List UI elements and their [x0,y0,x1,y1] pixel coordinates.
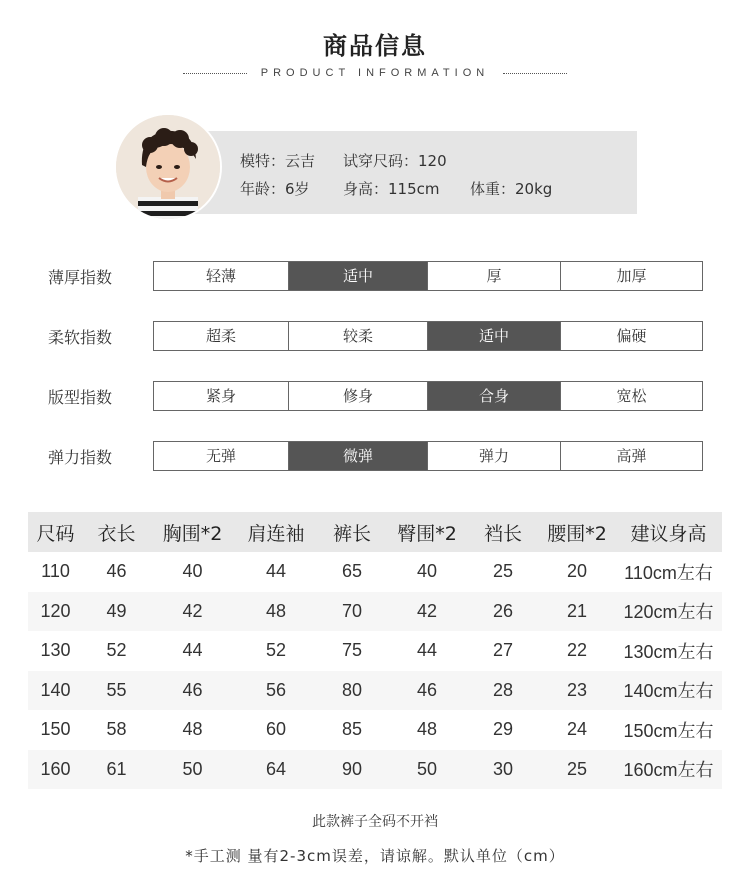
size-cell: 110 [41,561,70,582]
size-cell: 48 [416,719,438,740]
size-cell: 29 [492,719,514,740]
size-cell: 44 [182,640,203,661]
index-option-selected: 微弹 [289,442,428,470]
size-cell: 160 [28,750,83,790]
index-scale [153,441,703,471]
size-cell: 58 [106,719,127,740]
index-option: 加厚 [616,267,647,285]
table-row [28,750,722,790]
size-cell: 160cm左右 [615,750,722,790]
index-option-selected: 适中 [428,322,561,350]
index-option: 弹力 [428,442,561,470]
model-trial-size: 试穿尺码：120 [343,152,447,170]
size-cell: 40 [182,561,203,582]
size-cell: 26 [467,592,539,632]
size-header-cell: 胸围*2 [150,512,235,552]
size-cell: 40 [416,561,438,582]
size-cell: 48 [182,719,203,740]
size-cell: 28 [467,671,539,711]
measurement-note: *手工测 量有2-3cm误差，请谅解。默认单位（cm） [185,847,565,865]
size-table-header [28,512,722,552]
size-cell: 44 [265,561,287,582]
size-cell: 80 [317,671,387,711]
size-cell: 85 [341,719,363,740]
size-cell: 52 [265,640,287,661]
size-cell: 70 [317,592,387,632]
index-option: 厚 [428,262,561,290]
size-cell: 48 [235,592,317,632]
size-cell: 49 [83,592,150,632]
size-cell: 42 [387,592,467,632]
index-label: 柔软指数 [48,328,113,347]
right-dotted-divider [503,73,567,74]
size-cell: 23 [539,671,615,711]
index-scale [153,321,703,351]
size-header-cell: 尺码 [28,512,83,552]
model-height: 身高：115cm [343,180,440,198]
index-option: 无弹 [154,442,289,470]
index-option: 高弹 [616,447,647,465]
size-cell: 120cm左右 [615,592,722,632]
size-header-cell: 建议身高 [615,512,722,552]
size-cell: 75 [341,640,363,661]
size-cell: 27 [492,640,514,661]
size-header-cell: 臀围*2 [387,512,467,552]
size-header-cell: 衣长 [83,512,150,552]
size-header-cell: 裆长 [467,512,539,552]
table-row [28,671,722,711]
size-cell: 55 [83,671,150,711]
size-cell: 60 [265,719,287,740]
model-weight: 体重：20kg [470,180,553,198]
index-row [0,381,750,411]
size-header-cell: 肩连袖 [235,512,317,552]
model-info-panel [162,131,637,214]
size-cell: 120 [28,592,83,632]
table-row [28,552,722,592]
size-table [28,512,722,789]
size-cell: 46 [150,671,235,711]
index-option: 偏硬 [616,327,647,345]
table-row [28,710,722,750]
size-cell: 130cm左右 [623,641,714,662]
size-cell: 140 [28,671,83,711]
size-cell: 110cm左右 [624,562,713,583]
size-cell: 25 [539,750,615,790]
index-option: 超柔 [154,322,289,350]
size-cell: 140cm左右 [615,671,722,711]
index-label: 版型指数 [48,388,113,407]
size-cell: 52 [106,640,127,661]
size-header-cell: 腰围*2 [539,512,615,552]
size-cell: 150cm左右 [623,720,714,741]
index-option: 轻薄 [154,262,289,290]
size-cell: 44 [416,640,438,661]
index-row [0,261,750,291]
model-photo-icon [116,115,220,219]
index-option: 修身 [289,382,428,410]
index-label: 弹力指数 [48,448,113,467]
page-title: 商品信息 [323,32,427,60]
page-subtitle [0,64,750,82]
size-cell: 46 [106,561,127,582]
index-scale [153,261,703,291]
size-cell: 22 [566,640,588,661]
size-cell: 150 [40,719,71,740]
subtitle-text: PRODUCT INFORMATION [260,67,490,79]
table-row [28,631,722,671]
size-cell: 46 [387,671,467,711]
size-cell: 25 [492,561,514,582]
model-avatar [114,113,222,221]
table-row [28,592,722,632]
size-header-cell: 裤长 [317,512,387,552]
index-row [0,321,750,351]
crotch-note: 此款裤子全码不开裆 [312,814,438,830]
size-cell: 50 [387,750,467,790]
index-option-selected: 适中 [289,262,428,290]
index-option: 宽松 [616,387,647,405]
index-option-selected: 合身 [428,382,561,410]
size-cell: 20 [566,561,588,582]
index-label: 薄厚指数 [48,268,113,287]
size-cell: 65 [341,561,363,582]
index-option: 紧身 [154,382,289,410]
size-table-body [28,552,722,789]
size-cell: 30 [467,750,539,790]
size-cell: 130 [40,640,71,661]
model-age: 年龄：6岁 [240,180,310,198]
left-dotted-divider [183,73,247,74]
size-cell: 21 [539,592,615,632]
size-cell: 56 [235,671,317,711]
size-cell: 50 [150,750,235,790]
model-name: 模特：云吉 [240,152,316,170]
index-scale [153,381,703,411]
index-row [0,441,750,471]
size-cell: 42 [150,592,235,632]
size-cell: 61 [83,750,150,790]
size-cell: 64 [235,750,317,790]
index-option: 较柔 [289,322,428,350]
size-cell: 90 [317,750,387,790]
size-cell: 24 [566,719,588,740]
